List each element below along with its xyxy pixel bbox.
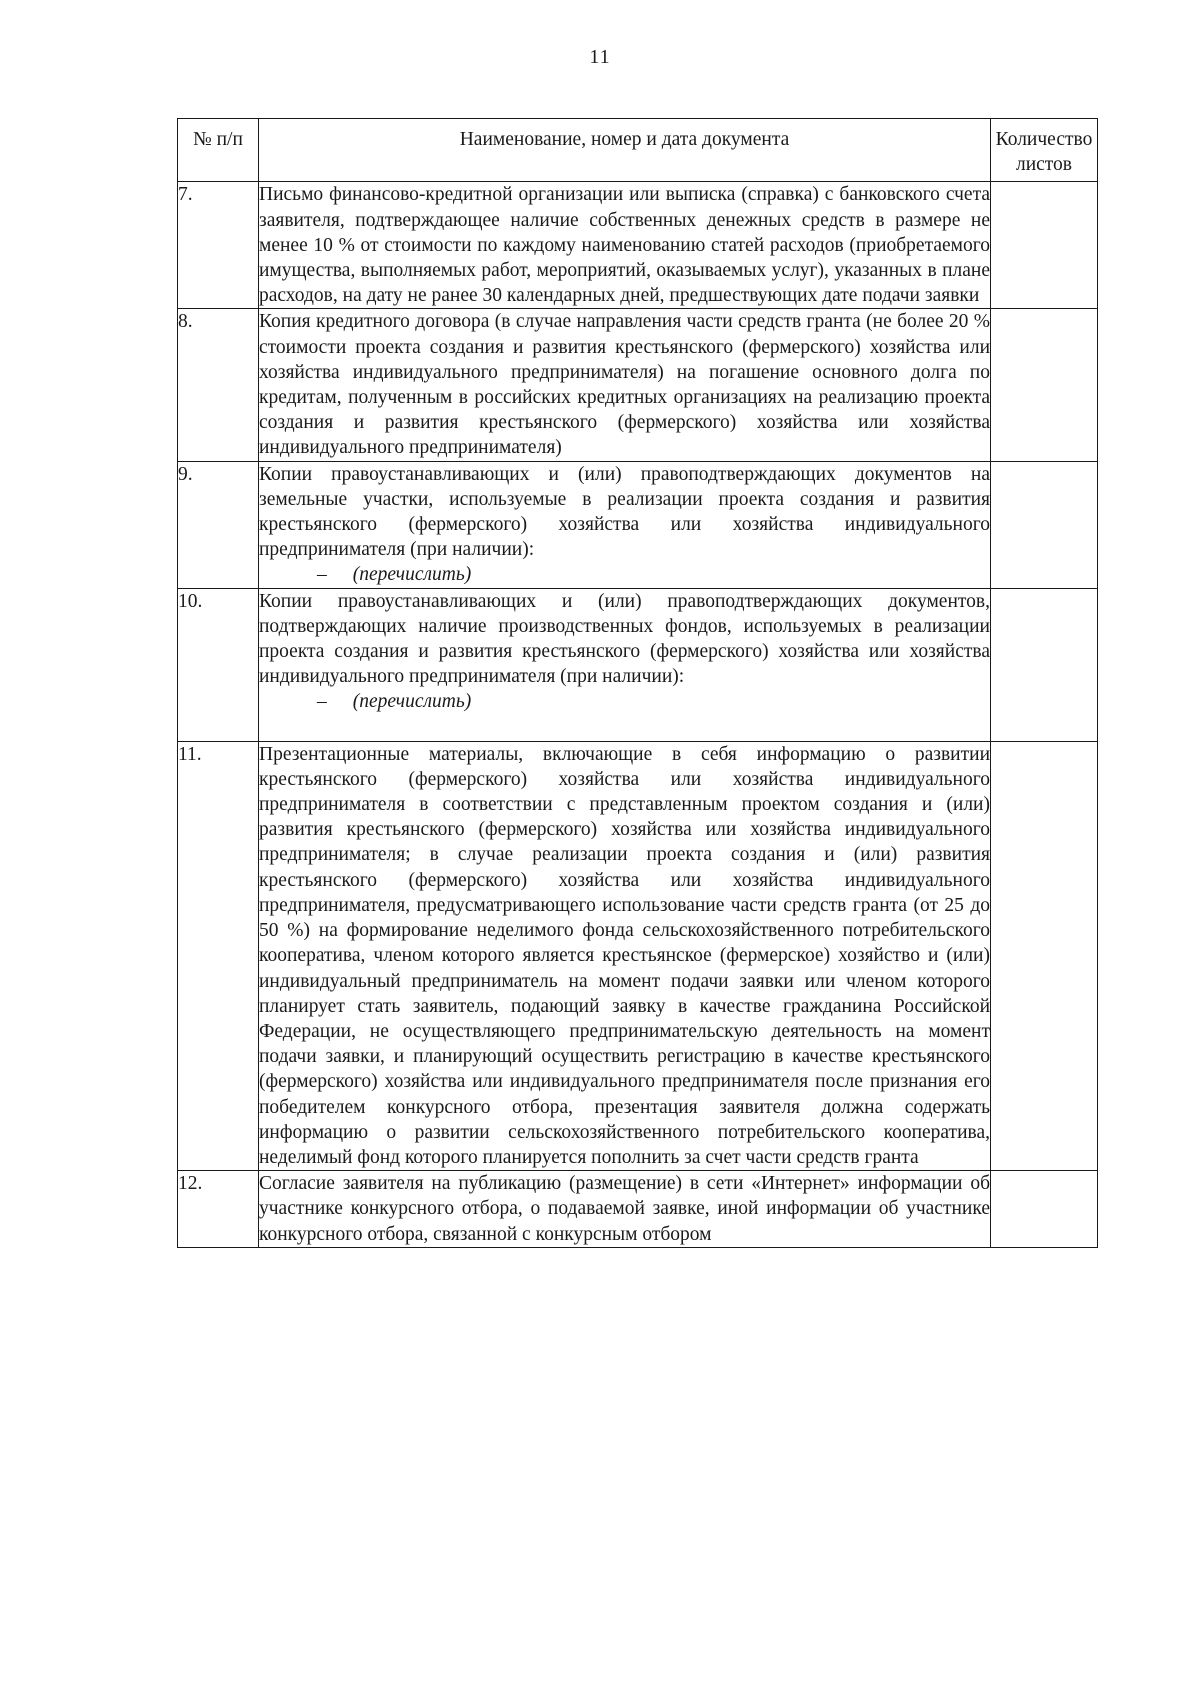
table-header-row [178,119,1098,182]
page-number: 11 [589,46,611,68]
row-number: 12. [178,1171,259,1248]
list-placeholder [259,689,990,714]
row-sheets-count [991,461,1098,588]
row-document-name [259,461,991,588]
table-row [178,741,1098,1170]
table-row [178,182,1098,309]
row-document-text: Копии правоустанавливающих и (или) правоподтверждающих документов, подтверждающих наличие производственных фондов, используемых в реализации проекта создания и развития крестьянского (фермерского) хозяйства или хозяйства индивидуального предпринимателя (при наличии): [259,590,990,688]
row-document-name: Презентационные материалы, включающие в себя информацию о развитии крестьянского (фермерского) хозяйства или хозяйства индивидуального предпринимателя в соответствии с представленным проектом создания и (или) развития крестьянского (фермерского) хозяйства или хозяйства индивидуального предпринимателя; в случае реализации проекта создания и (или) развития крестьянского (фермерского) хозяйства или хозяйства индивидуального предпринимателя, предусматривающего использование части средств гранта (от 25 до 50 %) на формирование неделимого фонда сельскохозяйственного потребительского кооператива, членом которого является крестьянское (фермерское) хозяйство и (или) индивидуальный предприниматель на момент подачи заявки или членом которого планирует стать заявитель, подающий заявку в качестве гражданина Российской Федерации, не осуществляющего предпринимательскую деятельность на момент подачи заявки, и планирующий осуществить регистрацию в качестве крестьянского (фермерского) хозяйства или индивидуального предпринимателя после признания его победителем конкурсного отбора, презентация заявителя должна содержать информацию о развитии сельскохозяйственного потребительского кооператива, неделимый фонд которого планируется пополнить за счет части средств гранта [259,741,991,1170]
row-number: 10. [178,588,259,741]
row-document-name: Согласие заявителя на публикацию (размещение) в сети «Интернет» информации об участнике конкурсного отбора, о подаваемой заявке, иной информации об участнике конкурсного отбора, связанной с конкурсным отбором [259,1171,991,1248]
row-sheets-count [991,309,1098,461]
row-sheets-count [991,741,1098,1170]
documents-table [177,118,1098,1248]
list-item: (перечислить) [352,691,472,713]
row-sheets-count [991,182,1098,309]
header-sheets: Количество листов [991,119,1098,182]
table-row [178,588,1098,741]
row-document-name: Копия кредитного договора (в случае направления части средств гранта (не более 20 % стоимости проекта создания и развития крестьянского (фермерского) хозяйства или хозяйства индивидуального предпринимателя) на погашение основного долга по кредитам, полученным в российских кредитных организациях на реализацию проекта создания и развития крестьянского (фермерского) хозяйства или хозяйства индивидуального предпринимателя) [259,309,991,461]
table-row [178,1171,1098,1248]
list-dash: – [317,691,327,713]
row-sheets-count [991,1171,1098,1248]
row-number: 7. [178,182,259,309]
list-item: (перечислить) [352,564,472,586]
row-spacer [259,715,990,741]
row-document-text: Копии правоустанавливающих и (или) правоподтверждающих документов на земельные участки, используемые в реализации проекта создания и развития крестьянского (фермерского) хозяйства или хозяйства индивидуального предпринимателя (при наличии): [259,463,990,561]
header-name: Наименование, номер и дата документа [259,119,991,182]
row-document-name [259,588,991,741]
list-placeholder [259,562,990,587]
table-row [178,461,1098,588]
row-number: 11. [178,741,259,1170]
header-num: № п/п [178,119,259,182]
row-sheets-count [991,588,1098,741]
list-dash: – [317,564,327,586]
row-document-name: Письмо финансово-кредитной организации или выписка (справка) с банковского счета заявителя, подтверждающее наличие собственных денежных средств в размере не менее 10 % от стоимости по каждому наименованию статей расходов (приобретаемого имущества, выполняемых работ, мероприятий, оказываемых услуг), указанных в плане расходов, на дату не ранее 30 календарных дней, предшествующих дате подачи заявки [259,182,991,309]
table-row [178,309,1098,461]
row-number: 9. [178,461,259,588]
row-number: 8. [178,309,259,461]
